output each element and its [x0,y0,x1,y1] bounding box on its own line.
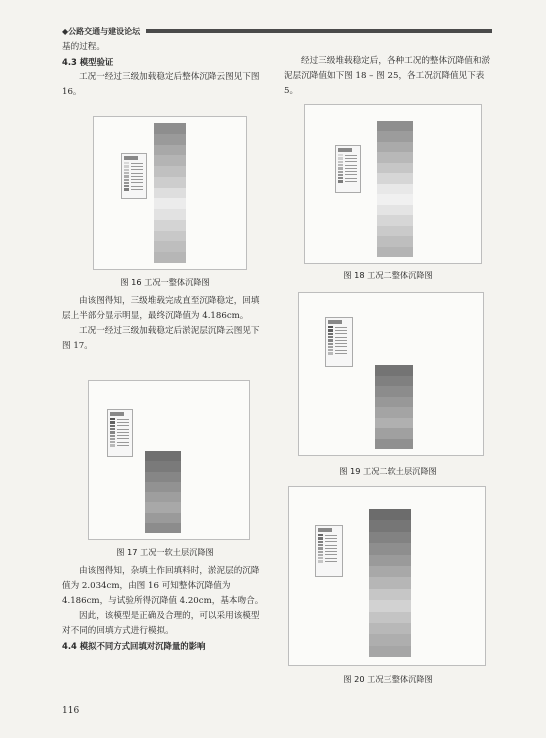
caption-fig19: 图 19 工况二软土层沉降图 [339,466,437,476]
paragraph-continuation: 基的过程。 [62,42,105,52]
paragraph-fig17-result: 由该图得知，杂填土作回填料时，淤泥层的沉降值为 2.034cm，由图 16 可知整体沉降值为 4.186cm，与试验所得沉降值 4.20cm，基本吻合。 [62,566,264,606]
figure-17-legend [107,409,133,457]
figure-19-legend [325,317,353,367]
left-column-top [62,40,268,100]
figure-20-legend [315,525,343,577]
paragraph-fig18-intro: 经过三级堆载稳定后，各种工况的整体沉降值和淤泥层沉降值如下图 18 – 图 25，各工况沉降值见下表 5。 [284,56,491,96]
header-rule [146,29,492,33]
figure-18 [304,104,482,264]
paragraph-conclusion: 因此，该模型是正确及合理的，可以采用该模型对不同的回填方式进行模拟。 [62,611,260,636]
section-heading-4-4: 4.4 模拟不同方式回填对沉降量的影响 [62,641,206,651]
caption-fig20: 图 20 工况三整体沉降图 [343,674,433,684]
caption-fig16: 图 16 工况一整体沉降图 [120,277,210,287]
figure-19-contour [375,365,413,449]
journal-title: ◆公路交通与建设论坛 [62,26,141,36]
figure-17 [88,380,250,540]
page-number: 116 [62,706,80,716]
paragraph-fig17-intro: 工况一经过三级加载稳定后淤泥层沉降云图见下图 17。 [62,326,260,351]
running-header [62,24,492,38]
figure-19 [298,292,484,456]
right-column-intro [284,54,492,99]
figure-17-contour [145,451,181,533]
figure-18-legend [335,145,361,193]
section-heading-4-3: 4.3 模型验证 [62,57,114,67]
caption-fig18: 图 18 工况二整体沉降图 [343,270,433,280]
caption-fig17: 图 17 工况一软土层沉降图 [116,547,214,557]
figure-16-contour [154,123,186,263]
figure-18-contour [377,121,413,257]
left-column-middle [62,294,268,354]
figure-16-legend [121,153,147,199]
figure-20 [288,486,486,666]
figure-16 [93,116,247,270]
paragraph-fig16-result: 由该图得知，三级堆载完成直至沉降稳定，回填层上半部分显示明显，最终沉降值为 4.186cm。 [62,296,260,321]
paragraph-fig16-intro: 工况一经过三级加载稳定后整体沉降云图见下图 16。 [62,72,260,97]
figure-20-contour [369,509,411,657]
left-column-bottom [62,564,268,654]
